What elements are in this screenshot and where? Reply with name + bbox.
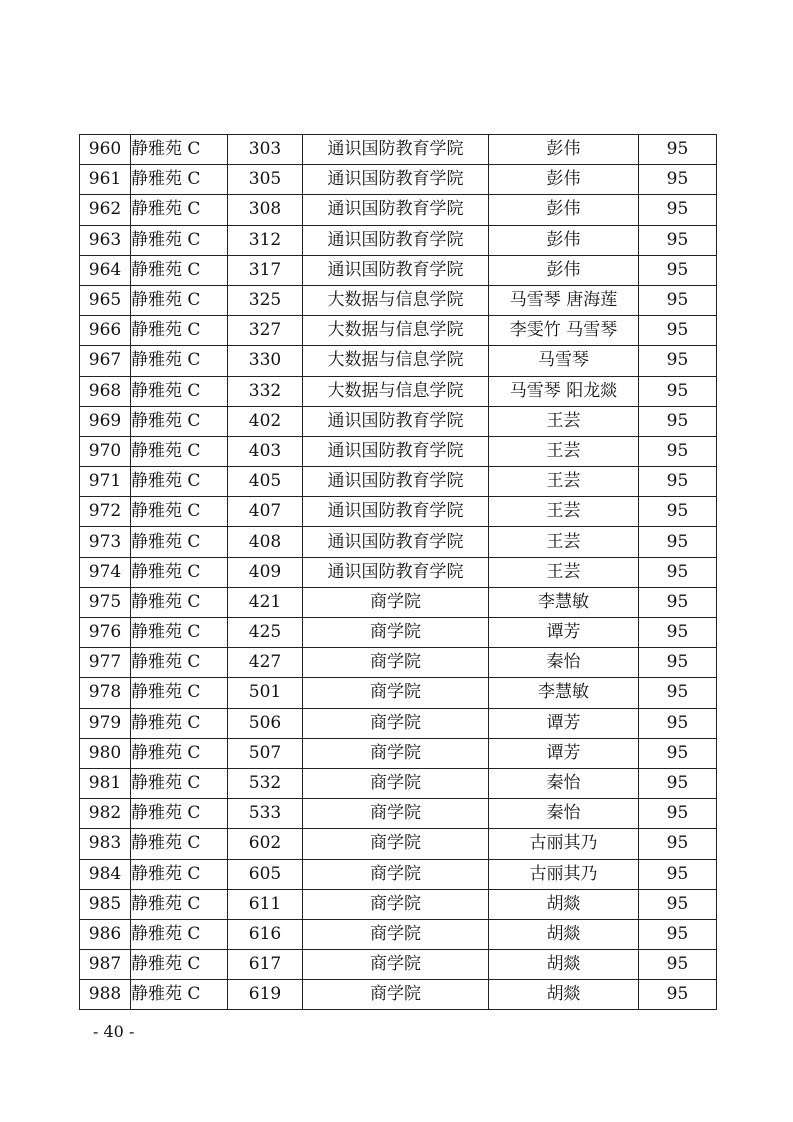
score-cell: 95 — [639, 135, 717, 165]
table-row — [80, 436, 717, 466]
college-cell: 通识国防教育学院 — [303, 195, 489, 225]
score-cell: 95 — [639, 980, 717, 1010]
college-cell: 商学院 — [303, 708, 489, 738]
college-cell: 商学院 — [303, 648, 489, 678]
building-cell: 静雅苑 C — [131, 225, 228, 255]
counselor-name-cell: 李慧敏 — [489, 587, 639, 617]
counselor-name-cell: 王芸 — [489, 406, 639, 436]
building-cell: 静雅苑 C — [131, 316, 228, 346]
college-cell: 商学院 — [303, 889, 489, 919]
score-cell: 95 — [639, 587, 717, 617]
college-cell: 通识国防教育学院 — [303, 255, 489, 285]
building-cell: 静雅苑 C — [131, 497, 228, 527]
room-number-cell: 408 — [228, 527, 303, 557]
building-cell: 静雅苑 C — [131, 889, 228, 919]
table-row — [80, 950, 717, 980]
college-cell: 商学院 — [303, 738, 489, 768]
building-cell: 静雅苑 C — [131, 799, 228, 829]
counselor-name-cell: 李慧敏 — [489, 678, 639, 708]
room-number-cell: 305 — [228, 165, 303, 195]
table-row — [80, 557, 717, 587]
room-number-cell: 332 — [228, 376, 303, 406]
counselor-name-cell: 王芸 — [489, 436, 639, 466]
score-cell: 95 — [639, 768, 717, 798]
college-cell: 商学院 — [303, 799, 489, 829]
table-row — [80, 829, 717, 859]
counselor-name-cell: 谭芳 — [489, 738, 639, 768]
table-row — [80, 587, 717, 617]
score-cell: 95 — [639, 829, 717, 859]
row-number-cell: 980 — [80, 738, 131, 768]
row-number-cell: 960 — [80, 135, 131, 165]
room-number-cell: 330 — [228, 346, 303, 376]
counselor-name-cell: 古丽其乃 — [489, 859, 639, 889]
score-cell: 95 — [639, 467, 717, 497]
table-row — [80, 195, 717, 225]
score-cell: 95 — [639, 436, 717, 466]
table-row — [80, 648, 717, 678]
college-cell: 商学院 — [303, 859, 489, 889]
score-cell: 95 — [639, 225, 717, 255]
score-cell: 95 — [639, 346, 717, 376]
college-cell: 通识国防教育学院 — [303, 135, 489, 165]
score-cell: 95 — [639, 285, 717, 315]
counselor-name-cell: 王芸 — [489, 467, 639, 497]
building-cell: 静雅苑 C — [131, 406, 228, 436]
counselor-name-cell: 王芸 — [489, 527, 639, 557]
room-number-cell: 616 — [228, 919, 303, 949]
building-cell: 静雅苑 C — [131, 618, 228, 648]
room-number-cell: 402 — [228, 406, 303, 436]
building-cell: 静雅苑 C — [131, 708, 228, 738]
counselor-name-cell: 胡燚 — [489, 919, 639, 949]
row-number-cell: 977 — [80, 648, 131, 678]
college-cell: 大数据与信息学院 — [303, 376, 489, 406]
building-cell: 静雅苑 C — [131, 467, 228, 497]
row-number-cell: 966 — [80, 316, 131, 346]
table-row — [80, 980, 717, 1010]
building-cell: 静雅苑 C — [131, 255, 228, 285]
row-number-cell: 981 — [80, 768, 131, 798]
score-cell: 95 — [639, 376, 717, 406]
table-row — [80, 376, 717, 406]
building-cell: 静雅苑 C — [131, 919, 228, 949]
room-number-cell: 507 — [228, 738, 303, 768]
row-number-cell: 984 — [80, 859, 131, 889]
building-cell: 静雅苑 C — [131, 950, 228, 980]
table-row — [80, 738, 717, 768]
counselor-name-cell: 彭伟 — [489, 165, 639, 195]
counselor-name-cell: 彭伟 — [489, 255, 639, 285]
table-row — [80, 799, 717, 829]
college-cell: 商学院 — [303, 919, 489, 949]
table-row — [80, 678, 717, 708]
building-cell: 静雅苑 C — [131, 587, 228, 617]
counselor-name-cell: 马雪琴 阳龙燚 — [489, 376, 639, 406]
room-number-cell: 425 — [228, 618, 303, 648]
counselor-name-cell: 马雪琴 唐海莲 — [489, 285, 639, 315]
building-cell: 静雅苑 C — [131, 165, 228, 195]
building-cell: 静雅苑 C — [131, 527, 228, 557]
score-cell: 95 — [639, 255, 717, 285]
room-number-cell: 327 — [228, 316, 303, 346]
score-cell: 95 — [639, 557, 717, 587]
counselor-name-cell: 古丽其乃 — [489, 829, 639, 859]
score-cell: 95 — [639, 406, 717, 436]
counselor-name-cell: 秦怡 — [489, 768, 639, 798]
score-cell: 95 — [639, 618, 717, 648]
room-number-cell: 619 — [228, 980, 303, 1010]
score-cell: 95 — [639, 527, 717, 557]
table-row — [80, 316, 717, 346]
score-cell: 95 — [639, 889, 717, 919]
row-number-cell: 988 — [80, 980, 131, 1010]
room-number-cell: 506 — [228, 708, 303, 738]
building-cell: 静雅苑 C — [131, 285, 228, 315]
room-number-cell: 501 — [228, 678, 303, 708]
score-cell: 95 — [639, 738, 717, 768]
score-cell: 95 — [639, 165, 717, 195]
table-row — [80, 225, 717, 255]
score-cell: 95 — [639, 678, 717, 708]
page-number: - 40 - — [93, 1022, 135, 1041]
dorm-inspection-table — [79, 134, 717, 1010]
counselor-name-cell: 谭芳 — [489, 618, 639, 648]
building-cell: 静雅苑 C — [131, 678, 228, 708]
college-cell: 通识国防教育学院 — [303, 436, 489, 466]
row-number-cell: 974 — [80, 557, 131, 587]
college-cell: 商学院 — [303, 678, 489, 708]
counselor-name-cell: 彭伟 — [489, 135, 639, 165]
counselor-name-cell: 胡燚 — [489, 889, 639, 919]
college-cell: 大数据与信息学院 — [303, 346, 489, 376]
score-cell: 95 — [639, 950, 717, 980]
row-number-cell: 985 — [80, 889, 131, 919]
counselor-name-cell: 秦怡 — [489, 799, 639, 829]
college-cell: 通识国防教育学院 — [303, 406, 489, 436]
row-number-cell: 962 — [80, 195, 131, 225]
building-cell: 静雅苑 C — [131, 346, 228, 376]
table-row — [80, 919, 717, 949]
room-number-cell: 405 — [228, 467, 303, 497]
college-cell: 商学院 — [303, 980, 489, 1010]
table-row — [80, 346, 717, 376]
table-row — [80, 859, 717, 889]
college-cell: 通识国防教育学院 — [303, 467, 489, 497]
building-cell: 静雅苑 C — [131, 376, 228, 406]
row-number-cell: 971 — [80, 467, 131, 497]
room-number-cell: 317 — [228, 255, 303, 285]
building-cell: 静雅苑 C — [131, 436, 228, 466]
college-cell: 商学院 — [303, 587, 489, 617]
row-number-cell: 963 — [80, 225, 131, 255]
row-number-cell: 967 — [80, 346, 131, 376]
room-number-cell: 403 — [228, 436, 303, 466]
room-number-cell: 532 — [228, 768, 303, 798]
building-cell: 静雅苑 C — [131, 859, 228, 889]
counselor-name-cell: 胡燚 — [489, 980, 639, 1010]
table-row — [80, 135, 717, 165]
table-row — [80, 889, 717, 919]
table-row — [80, 165, 717, 195]
score-cell: 95 — [639, 316, 717, 346]
row-number-cell: 979 — [80, 708, 131, 738]
building-cell: 静雅苑 C — [131, 829, 228, 859]
building-cell: 静雅苑 C — [131, 648, 228, 678]
room-number-cell: 312 — [228, 225, 303, 255]
room-number-cell: 421 — [228, 587, 303, 617]
counselor-name-cell: 谭芳 — [489, 708, 639, 738]
row-number-cell: 987 — [80, 950, 131, 980]
row-number-cell: 970 — [80, 436, 131, 466]
college-cell: 通识国防教育学院 — [303, 527, 489, 557]
row-number-cell: 961 — [80, 165, 131, 195]
table-body — [80, 135, 717, 1010]
room-number-cell: 427 — [228, 648, 303, 678]
room-number-cell: 602 — [228, 829, 303, 859]
counselor-name-cell: 马雪琴 — [489, 346, 639, 376]
score-cell: 95 — [639, 919, 717, 949]
row-number-cell: 986 — [80, 919, 131, 949]
college-cell: 商学院 — [303, 829, 489, 859]
room-number-cell: 325 — [228, 285, 303, 315]
row-number-cell: 965 — [80, 285, 131, 315]
building-cell: 静雅苑 C — [131, 557, 228, 587]
row-number-cell: 968 — [80, 376, 131, 406]
table-row — [80, 497, 717, 527]
row-number-cell: 978 — [80, 678, 131, 708]
counselor-name-cell: 胡燚 — [489, 950, 639, 980]
room-number-cell: 308 — [228, 195, 303, 225]
college-cell: 通识国防教育学院 — [303, 497, 489, 527]
building-cell: 静雅苑 C — [131, 738, 228, 768]
building-cell: 静雅苑 C — [131, 135, 228, 165]
room-number-cell: 407 — [228, 497, 303, 527]
room-number-cell: 617 — [228, 950, 303, 980]
college-cell: 商学院 — [303, 618, 489, 648]
row-number-cell: 975 — [80, 587, 131, 617]
room-number-cell: 533 — [228, 799, 303, 829]
counselor-name-cell: 彭伟 — [489, 225, 639, 255]
table-row — [80, 527, 717, 557]
counselor-name-cell: 李雯竹 马雪琴 — [489, 316, 639, 346]
table-row — [80, 406, 717, 436]
counselor-name-cell: 秦怡 — [489, 648, 639, 678]
row-number-cell: 976 — [80, 618, 131, 648]
counselor-name-cell: 彭伟 — [489, 195, 639, 225]
room-number-cell: 611 — [228, 889, 303, 919]
score-cell: 95 — [639, 708, 717, 738]
row-number-cell: 982 — [80, 799, 131, 829]
table-row — [80, 467, 717, 497]
row-number-cell: 983 — [80, 829, 131, 859]
college-cell: 商学院 — [303, 950, 489, 980]
table-row — [80, 618, 717, 648]
college-cell: 通识国防教育学院 — [303, 225, 489, 255]
row-number-cell: 973 — [80, 527, 131, 557]
room-number-cell: 303 — [228, 135, 303, 165]
row-number-cell: 969 — [80, 406, 131, 436]
table-row — [80, 708, 717, 738]
building-cell: 静雅苑 C — [131, 768, 228, 798]
score-cell: 95 — [639, 648, 717, 678]
score-cell: 95 — [639, 195, 717, 225]
row-number-cell: 964 — [80, 255, 131, 285]
college-cell: 商学院 — [303, 768, 489, 798]
college-cell: 大数据与信息学院 — [303, 316, 489, 346]
college-cell: 大数据与信息学院 — [303, 285, 489, 315]
counselor-name-cell: 王芸 — [489, 497, 639, 527]
room-number-cell: 409 — [228, 557, 303, 587]
room-number-cell: 605 — [228, 859, 303, 889]
building-cell: 静雅苑 C — [131, 195, 228, 225]
college-cell: 通识国防教育学院 — [303, 557, 489, 587]
building-cell: 静雅苑 C — [131, 980, 228, 1010]
score-cell: 95 — [639, 799, 717, 829]
table-row — [80, 768, 717, 798]
row-number-cell: 972 — [80, 497, 131, 527]
table-row — [80, 285, 717, 315]
counselor-name-cell: 王芸 — [489, 557, 639, 587]
score-cell: 95 — [639, 497, 717, 527]
table-row — [80, 255, 717, 285]
score-cell: 95 — [639, 859, 717, 889]
college-cell: 通识国防教育学院 — [303, 165, 489, 195]
